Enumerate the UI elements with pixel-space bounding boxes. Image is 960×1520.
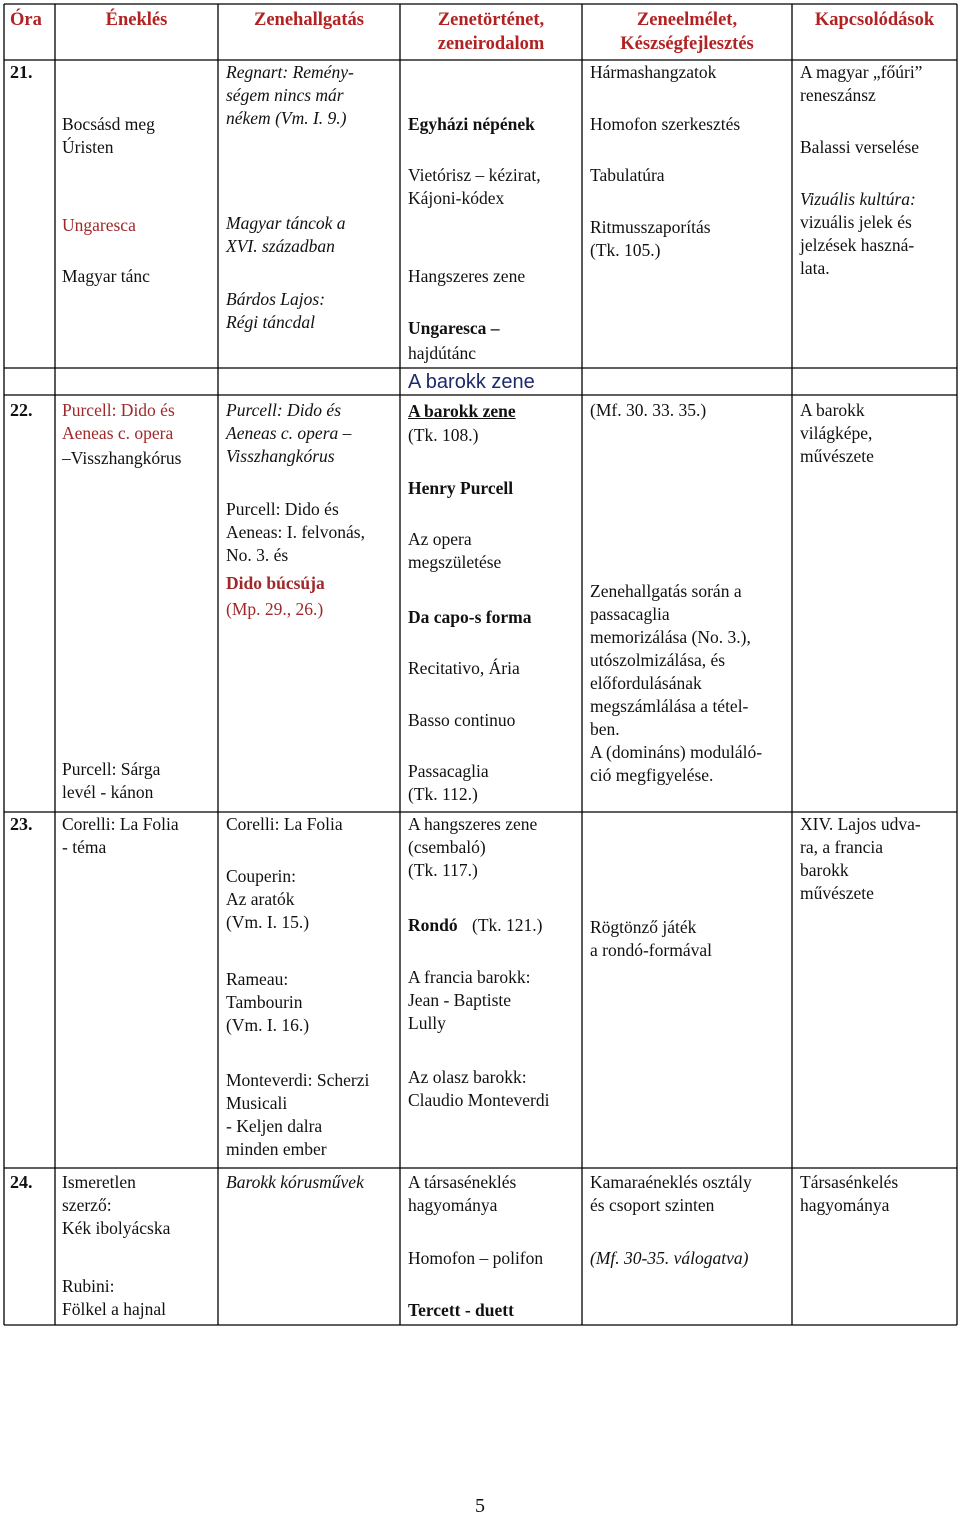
header-ora: Óra [10,10,42,30]
listening-regnart: Regnart: Remény- ségem nincs már nékem (Vm. I. 9.) [226,62,354,128]
section-title-barokk: A barokk zene [408,371,535,393]
theory-mf-valogatva: (Mf. 30-35. válogatva) [590,1248,749,1268]
history-hangszeres-csembalo: A hangszeres zene (csembaló) (Tk. 117.) [408,814,538,880]
history-ungaresca: Ungaresca – [408,318,500,338]
listening-dido-bucsuja: Dido búcsúja [226,573,325,593]
history-rondo: Rondó [408,915,458,935]
history-basso-continuo: Basso continuo [408,710,516,730]
history-hangszeres-zene: Hangszeres zene [408,266,526,286]
theory-rogtonzo: Rögtönző játék a rondó-formával [590,917,712,960]
row-24-number: 24. [10,1172,33,1192]
song-ungaresca: Ungaresca [62,215,136,235]
link-vizualis-jelek: vizuális jelek és jelzések haszná- lata. [800,212,915,278]
song-la-folia: Corelli: La Folia - téma [62,814,179,857]
theory-tabulatura: Tabulatúra [590,165,665,185]
history-tk121: (Tk. 121.) [472,915,543,935]
row-21-number: 21. [10,62,33,82]
history-homofon-polifon: Homofon – polifon [408,1248,544,1268]
history-opera: Az opera megszületése [408,529,502,572]
history-monteverdi: Az olasz barokk: Claudio Monteverdi [408,1067,550,1110]
header-enekles: Éneklés [105,10,168,30]
theory-mf-ref: (Mf. 30. 33. 35.) [590,400,707,420]
listening-corelli: Corelli: La Folia [226,814,343,834]
history-recitativo: Recitativo, Ária [408,658,520,678]
header-zeneelmelet: Zeneelmélet, Készségfejlesztés [620,10,754,54]
theory-kamaraenekles: Kamaraéneklés osztály és csoport szinten [590,1172,752,1215]
history-tarsasenekles: A társaséneklés hagyománya [408,1172,517,1215]
link-tarsasenkeles: Társasénkelés hagyománya [800,1172,899,1215]
history-hajdutanc: hajdútánc [408,343,477,363]
link-balassi: Balassi verselése [800,137,920,157]
history-tercett-duett: Tercett - duett [408,1300,514,1320]
theory-ritmusszaporitas: Ritmusszaporítás (Tk. 105.) [590,217,711,260]
song-purcell-dido: Purcell: Dido és Aeneas c. opera [62,400,175,443]
history-egyhazi-nepenek: Egyházi népének [408,114,535,134]
listening-rameau: Rameau: Tambourin (Vm. I. 16.) [226,969,310,1035]
song-magyar-tanc: Magyar tánc [62,266,150,286]
header-zenehallgatas: Zenehallgatás [254,10,364,30]
listening-barokk-korus: Barokk kórusművek [226,1172,364,1192]
link-xiv-lajos: XIV. Lajos udva- ra, a francia barokk művészete [800,814,921,903]
song-kek-ibolyacska: Ismeretlen szerző: Kék ibolyácska [62,1172,171,1238]
page-number: 5 [475,1495,485,1517]
header-kapcsolodasok: Kapcsolódások [814,10,935,30]
song-rubini: Rubini: Fölkel a hajnal [62,1276,167,1319]
listening-magyar-tancok: Magyar táncok a XVI. században [226,213,346,256]
song-bocsasd: Bocsásd meg Úristen [62,114,155,157]
theory-harmashangzatok: Hármashangzatok [590,62,717,82]
history-tk108: (Tk. 108.) [408,425,479,445]
song-visszhangkorus: –Visszhangkórus [62,448,182,468]
listening-bardos: Bárdos Lajos: Régi táncdal [226,289,326,332]
link-vizualis-kultura: Vizuális kultúra: [800,189,916,209]
listening-monteverdi: Monteverdi: Scherzi Musicali - Keljen dalra minden ember [226,1070,370,1159]
song-sarga-level: Purcell: Sárga levél - kánon [62,759,161,802]
listening-couperin: Couperin: Az aratók (Vm. I. 15.) [226,866,310,932]
history-lully: A francia barokk: Jean - Baptiste Lully [408,967,531,1033]
listening-purcell-echo: Purcell: Dido és Aeneas c. opera – Visszhangkórus [226,400,352,466]
theory-passacaglia-task: Zenehallgatás során a passacaglia memorizálása (No. 3.), utószolmizálása, és előfordulásának megszámlálása a tétel- ben. A (domináns) moduláló- ció megfigyelése. [590,581,763,785]
listening-mp-ref: (Mp. 29., 26.) [226,599,324,619]
row-23-number: 23. [10,814,33,834]
listening-purcell-act1: Purcell: Dido és Aeneas: I. felvonás, No. 3. és [226,499,365,565]
link-barokk-vilagkep: A barokk világképe, művészete [800,400,874,466]
history-vietorisz: Vietórisz – kézirat, Kájoni-kódex [408,165,541,208]
history-passacaglia: Passacaglia (Tk. 112.) [408,761,489,804]
theory-homofon: Homofon szerkesztés [590,114,741,134]
history-henry-purcell: Henry Purcell [408,478,514,498]
link-renaissance: A magyar „főúri” reneszánsz [800,62,923,105]
row-22-number: 22. [10,400,33,420]
history-barokk-zene: A barokk zene [408,401,516,421]
header-zenetortenet: Zenetörténet, zeneirodalom [437,10,545,54]
history-da-capo: Da capo-s forma [408,607,532,627]
